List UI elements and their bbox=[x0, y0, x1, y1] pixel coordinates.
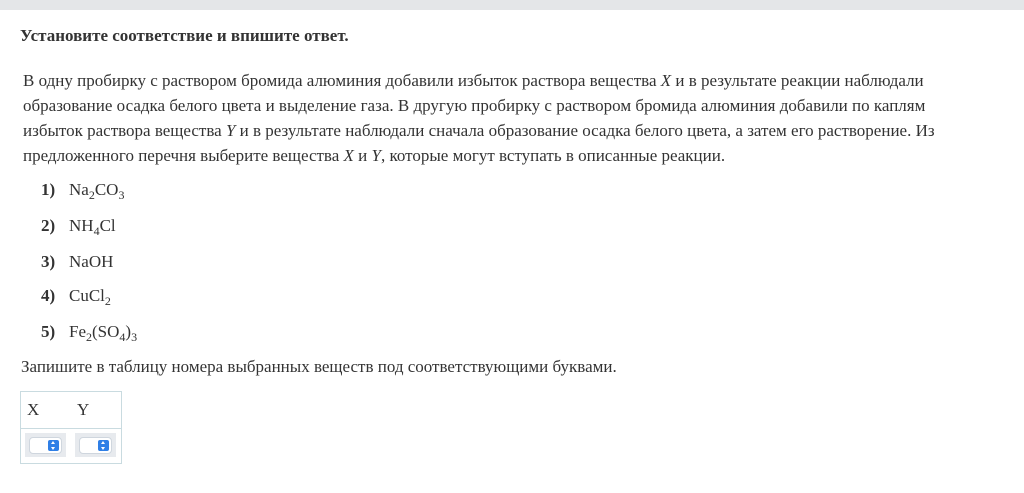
select-x[interactable] bbox=[29, 437, 62, 454]
variable-y: Y bbox=[371, 146, 381, 165]
question-line-3: избыток раствора вещества Y и в результате наблюдали сначала образование осадка белого цвета, а затем его растворение. Из bbox=[23, 121, 935, 140]
answer-table bbox=[20, 391, 122, 464]
option-2 bbox=[41, 216, 116, 240]
top-bar bbox=[0, 0, 1024, 10]
instruction-text: Запишите в таблицу номера выбранных веществ под соответствующими буквами. bbox=[21, 357, 617, 376]
option-1 bbox=[41, 180, 124, 204]
question-line-1: В одну пробирку с раствором бромида алюминия добавили избыток раствора вещества X и в результате реакции наблюдали bbox=[23, 71, 924, 90]
option-3 bbox=[41, 252, 113, 276]
option-formula: $NH_4Cl$ bbox=[69, 216, 116, 238]
option-number: 4) bbox=[41, 286, 56, 305]
answer-table-header bbox=[21, 392, 121, 429]
select-y[interactable] bbox=[79, 437, 112, 454]
question-text bbox=[23, 68, 1007, 168]
option-formula: $Na_2CO_3$ bbox=[69, 180, 125, 202]
variable-y: Y bbox=[225, 121, 236, 140]
question-line-2: образование осадка белого цвета и выделение газа. В другую пробирку с раствором бромида алюминия добавили по каплям bbox=[23, 96, 926, 115]
select-stepper-icon bbox=[48, 440, 59, 451]
question-line-4: предложенного перечня выберите вещества X и Y, которые могут вступать в описанные реакции. bbox=[23, 146, 726, 165]
option-formula: NaOH bbox=[69, 252, 114, 271]
variable-x: X bbox=[660, 71, 672, 90]
select-stepper-icon bbox=[98, 440, 109, 451]
option-formula: CuCl$_2$ bbox=[69, 286, 111, 308]
option-number: 5) bbox=[41, 322, 56, 341]
task-title: Установите соответствие и впишите ответ. bbox=[20, 26, 349, 45]
option-formula: $Fe_2(SO_4)_3$ bbox=[69, 322, 138, 344]
option-number: 2) bbox=[41, 216, 56, 235]
option-5 bbox=[41, 322, 137, 346]
option-number: 1) bbox=[41, 180, 56, 199]
option-number: 3) bbox=[41, 252, 56, 271]
option-4 bbox=[41, 286, 111, 310]
column-header-y: Y bbox=[77, 400, 90, 419]
column-header-x: X bbox=[27, 400, 40, 419]
variable-x: X bbox=[343, 146, 354, 165]
